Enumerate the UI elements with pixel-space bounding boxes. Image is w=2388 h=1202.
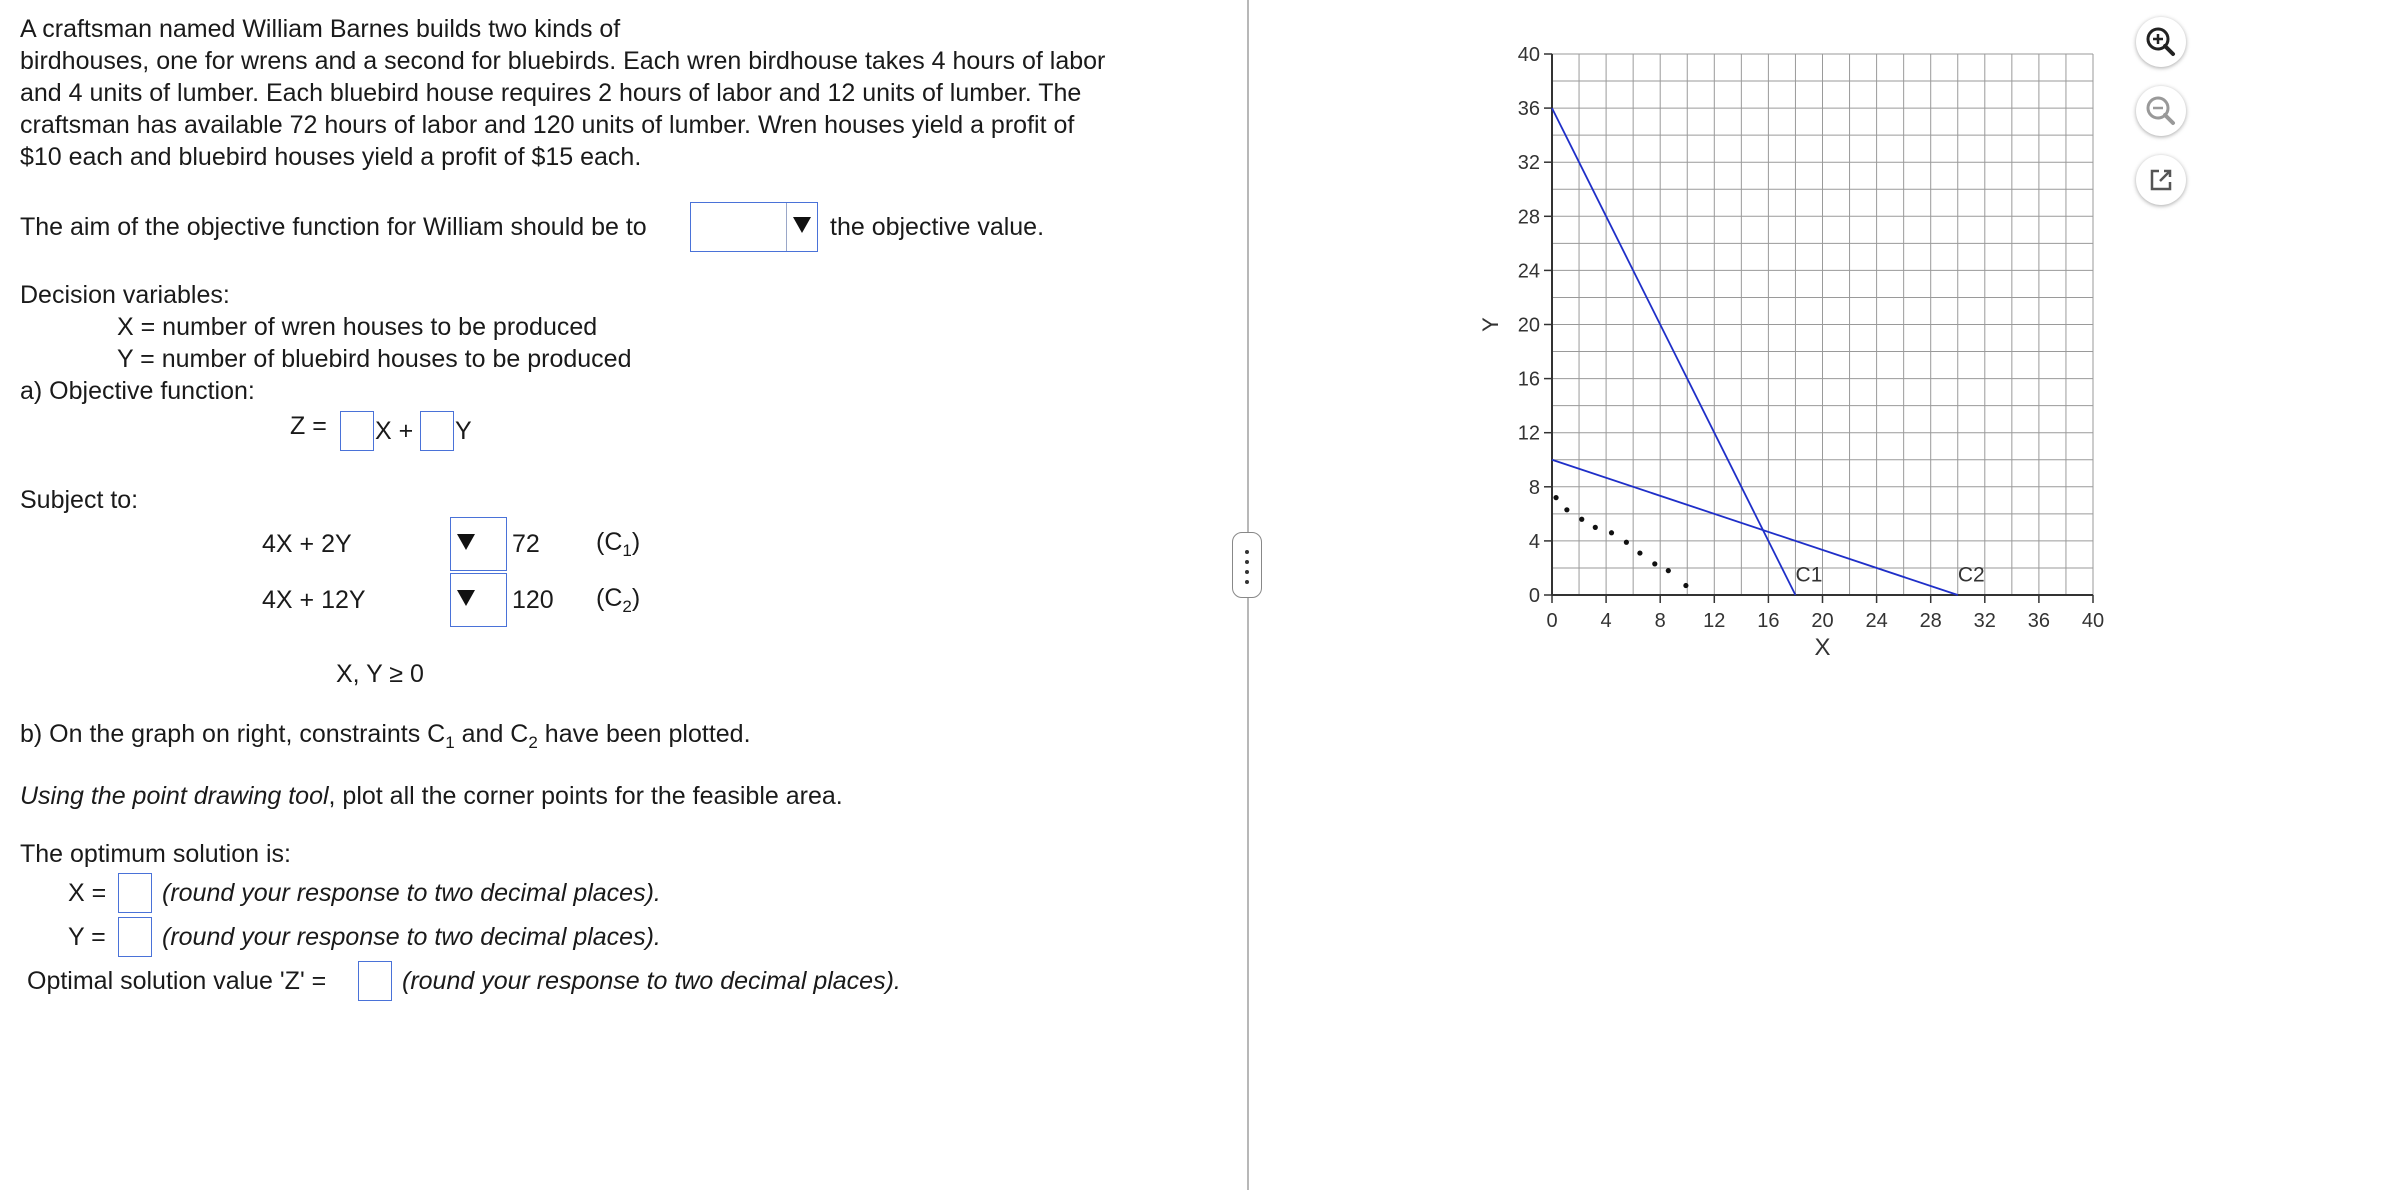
problem-line-1: A craftsman named William Barnes builds two kinds of	[20, 15, 621, 43]
c2-tag: $(C_2)$	[596, 584, 641, 616]
answer-z-note: (round your response to two decimal places).	[402, 967, 901, 995]
y-tick-label: 28	[1517, 206, 1540, 229]
objective-x-label: X +	[375, 417, 414, 445]
objective-x-coef-input[interactable]	[340, 411, 374, 451]
subject-to-heading: Subject to:	[20, 486, 139, 514]
c1-lhs: 4X + 2Y	[262, 530, 352, 558]
c2-lhs: 4X + 12Y	[262, 586, 366, 614]
c2-inequality-dropdown[interactable]	[450, 573, 507, 627]
x-tick-label: 16	[1757, 610, 1780, 632]
x-tick-label: 40	[2081, 610, 2105, 632]
y-tick-label: 36	[1517, 98, 1540, 121]
c1-rhs: 72	[512, 530, 540, 558]
answer-x-input[interactable]	[118, 873, 152, 913]
dotted-point	[1624, 540, 1629, 545]
aim-dropdown[interactable]	[690, 202, 818, 252]
answer-z-input[interactable]	[358, 961, 392, 1001]
y-tick-label: 32	[1517, 152, 1540, 175]
decision-heading: Decision variables:	[20, 281, 230, 309]
problem-line-4: craftsman has available 72 hours of labor and 120 units of lumber. Wren houses yield a profit of	[20, 111, 1075, 139]
decision-y: Y = number of bluebird houses to be produced	[117, 345, 632, 373]
problem-line-5: $10 each and bluebird houses yield a profit of $15 each.	[20, 143, 642, 171]
y-axis-label: Y	[1478, 317, 1503, 332]
y-tick-label: 8	[1528, 476, 1540, 499]
y-tick-label: 40	[1517, 44, 1540, 66]
x-tick-label: 24	[1865, 610, 1888, 632]
x-axis-label: X	[1814, 634, 1831, 661]
x-tick-label: 12	[1703, 610, 1726, 632]
dotted-point	[1609, 530, 1614, 535]
x-tick-label: 36	[2027, 610, 2051, 632]
popout-button[interactable]	[2136, 155, 2186, 205]
dropdown-caret-icon	[451, 518, 506, 570]
dotted-point	[1579, 517, 1584, 522]
x-tick-label: 0	[1546, 610, 1558, 632]
aim-suffix: the objective value.	[830, 213, 1045, 241]
dotted-point	[1553, 495, 1558, 500]
z-label: Z =	[290, 412, 327, 440]
dropdown-caret-icon	[786, 203, 817, 251]
part-b-text: b) On the graph on right, constraints $C_1$ and $C_2$ have been plotted.	[20, 720, 751, 752]
answer-z-label: Optimal solution value 'Z' =	[27, 967, 327, 995]
aim-prefix: The aim of the objective function for William should be to	[20, 213, 647, 241]
constraint-label-c1: C1	[1795, 563, 1823, 587]
y-tick-label: 0	[1528, 585, 1540, 607]
answer-x-label: X =	[68, 879, 107, 907]
y-tick-label: 12	[1517, 422, 1540, 445]
y-tick-label: 16	[1517, 368, 1540, 391]
x-tick-label: 32	[1973, 610, 1996, 632]
dotted-point	[1564, 507, 1569, 512]
zoom-in-icon	[2136, 17, 2186, 67]
panel-splitter-handle[interactable]	[1232, 532, 1262, 598]
constraint-line-c2	[1552, 460, 1958, 595]
c2-rhs: 120	[512, 586, 554, 614]
zoom-out-icon	[2136, 86, 2186, 136]
objective-heading: a) Objective function:	[20, 377, 255, 405]
dropdown-caret-icon	[451, 574, 506, 626]
x-tick-label: 28	[1919, 610, 1942, 632]
c1-tag: $(C_1)$	[596, 528, 641, 560]
objective-y-label: Y	[455, 417, 472, 445]
answer-y-label: Y =	[68, 923, 106, 951]
dotted-point	[1666, 568, 1671, 573]
optimum-heading: The optimum solution is:	[20, 840, 291, 868]
problem-line-2: birdhouses, one for wrens and a second for bluebirds. Each wren birdhouse takes 4 hours of labor	[20, 47, 1106, 75]
zoom-in-button[interactable]	[2136, 17, 2186, 67]
problem-line-3: and 4 units of lumber. Each bluebird house requires 2 hours of labor and 12 units of lumber. The	[20, 79, 1082, 107]
y-tick-label: 20	[1517, 314, 1540, 337]
answer-y-note: (round your response to two decimal places).	[162, 923, 661, 951]
objective-y-coef-input[interactable]	[420, 411, 454, 451]
dotted-point	[1593, 525, 1598, 530]
x-tick-label: 8	[1654, 610, 1666, 632]
answer-x-note: (round your response to two decimal places).	[162, 879, 661, 907]
nonnegativity: X, Y ≥ 0	[336, 660, 424, 688]
x-tick-label: 4	[1600, 610, 1612, 632]
plot-instruction: Using the point drawing tool, plot all the corner points for the feasible area.	[20, 782, 843, 810]
c1-inequality-dropdown[interactable]	[450, 517, 507, 571]
answer-y-input[interactable]	[118, 917, 152, 957]
y-tick-label: 24	[1517, 260, 1540, 283]
x-tick-label: 20	[1811, 610, 1834, 632]
constraint-graph[interactable]	[1470, 20, 2130, 680]
dotted-point	[1683, 583, 1688, 588]
dotted-point	[1637, 550, 1642, 555]
zoom-out-button[interactable]	[2136, 86, 2186, 136]
dotted-point	[1652, 561, 1657, 566]
popout-icon	[2136, 155, 2186, 205]
decision-x: X = number of wren houses to be produced	[117, 313, 598, 341]
constraint-label-c2: C2	[1957, 563, 1985, 587]
y-tick-label: 4	[1528, 530, 1540, 553]
